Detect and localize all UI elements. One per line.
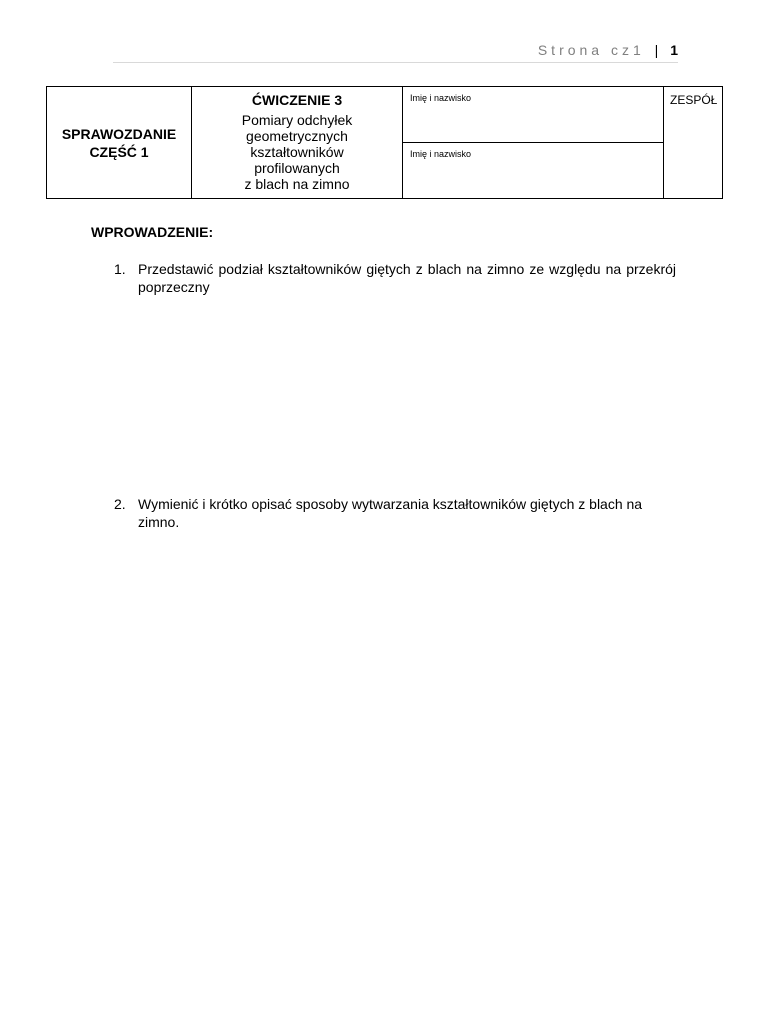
- exercise-topic-line: Pomiary odchyłek: [241, 112, 353, 128]
- report-title-cell: [47, 87, 192, 199]
- name-label-2: Imię i nazwisko: [410, 149, 472, 159]
- intro-heading: WPROWADZENIE:: [91, 224, 214, 240]
- page-separator: |: [654, 42, 659, 58]
- name-field-2[interactable]: [403, 143, 664, 199]
- name-field-1[interactable]: [403, 87, 664, 143]
- exercise-topic-line: z blach na zimno: [244, 176, 350, 192]
- team-field[interactable]: [664, 87, 723, 199]
- exercise-topic-line: kształtowników: [250, 144, 344, 160]
- question-2: [114, 495, 676, 531]
- exercise-topic-line: geometrycznych: [246, 128, 348, 144]
- report-title: SPRAWOZDANIE: [61, 125, 177, 142]
- team-label: ZESPÓŁ: [670, 93, 718, 107]
- question-text: Wymienić i krótko opisać sposoby wytwarzania kształtowników giętych z blach na zimno.: [138, 496, 643, 530]
- report-part: CZĘŚĆ 1: [89, 143, 149, 160]
- question-number: 1.: [114, 261, 126, 277]
- info-table: [46, 86, 723, 199]
- exercise-cell: [192, 87, 403, 199]
- question-number: 2.: [114, 496, 126, 512]
- question-1: [114, 260, 676, 296]
- name-label-1: Imię i nazwisko: [410, 93, 472, 103]
- exercise-title: ĆWICZENIE 3: [251, 92, 343, 108]
- page-header: [538, 42, 678, 58]
- exercise-topic-line: profilowanych: [254, 160, 340, 176]
- header-rule: [113, 62, 678, 63]
- question-text: Przedstawić podział kształtowników giętych z blach na zimno ze względu na przekrój poprzeczny: [138, 261, 676, 295]
- page-label: Strona cz1: [537, 42, 645, 58]
- page-number: 1: [670, 42, 678, 58]
